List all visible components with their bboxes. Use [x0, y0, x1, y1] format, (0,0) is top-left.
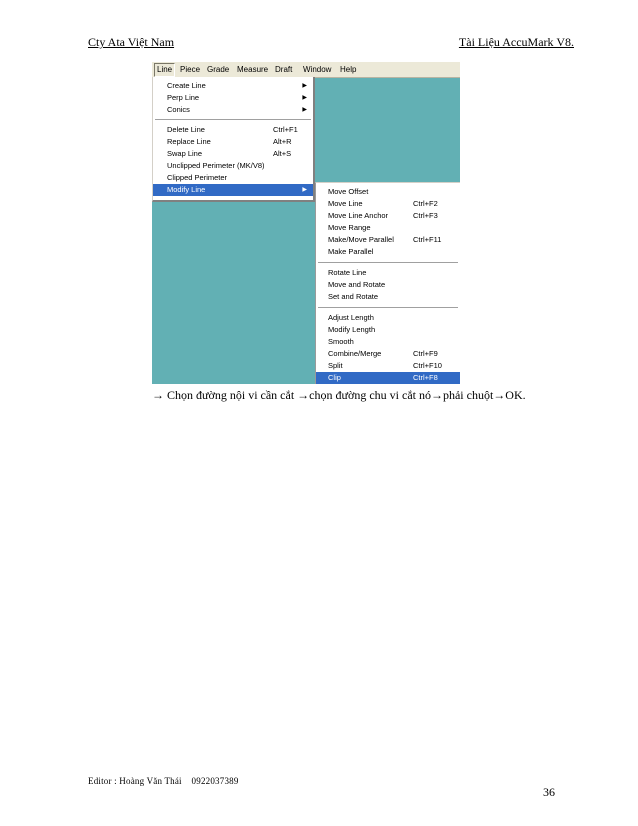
menu-item-conics[interactable] [153, 104, 313, 116]
header-company: Cty Ata Việt Nam [88, 35, 175, 49]
menu-line[interactable]: Line [154, 63, 175, 77]
menu-item-shortcut: Ctrl+F9 [413, 349, 438, 358]
menu-piece[interactable]: Piece [180, 65, 201, 74]
page-number: 36 [543, 785, 555, 799]
menu-item-label: Split [328, 361, 343, 370]
menu-item-swap-line[interactable] [153, 148, 313, 160]
line-dropdown-menu [152, 77, 315, 202]
menu-item-label: Smooth [328, 337, 354, 346]
menu-item-set-and-rotate[interactable] [316, 291, 460, 303]
menu-item-label: Move Range [328, 223, 371, 232]
menu-separator [155, 119, 311, 121]
footer-editor: Editor : Hoàng Văn Thái 0922037389 [88, 776, 239, 786]
menu-item-perp-line[interactable] [153, 92, 313, 104]
menu-draft[interactable]: Draft [275, 65, 293, 74]
menu-item-shortcut: Ctrl+F8 [413, 373, 438, 382]
menu-item-shortcut: Ctrl+F3 [413, 211, 438, 220]
menu-item-replace-line[interactable] [153, 136, 313, 148]
menu-item-label: Move Line Anchor [328, 211, 389, 220]
menu-item-label: Unclipped Perimeter (MK/V8) [167, 161, 265, 170]
menu-item-shortcut: Ctrl+F11 [413, 235, 442, 244]
menu-item-label: Rotate Line [328, 268, 367, 277]
menu-item-label: Perp Line [167, 93, 200, 102]
menu-item-split[interactable] [316, 360, 460, 372]
menu-item-modify-line[interactable] [153, 184, 313, 196]
menu-item-label: Combine/Merge [328, 349, 382, 358]
menu-item-label: Clip [328, 373, 341, 382]
menu-item-label: Make/Move Parallel [328, 235, 394, 244]
menu-item-label: Move Offset [328, 187, 369, 196]
menu-item-label: Replace Line [167, 137, 211, 146]
menu-item-rotate-line[interactable] [316, 267, 460, 279]
menu-separator [318, 262, 458, 264]
menu-item-label: Clipped Perimeter [167, 173, 228, 182]
submenu-arrow-icon: ▶ [302, 187, 307, 193]
menu-item-create-line[interactable] [153, 80, 313, 92]
menu-item-move-range[interactable] [316, 222, 460, 234]
menu-item-clip[interactable] [316, 372, 460, 384]
menu-item-unclipped-perimeter[interactable] [153, 160, 313, 172]
menu-measure[interactable]: Measure [237, 65, 269, 74]
menu-item-label: Adjust Length [328, 313, 374, 322]
menu-item-shortcut: Alt+S [273, 149, 292, 158]
menu-item-shortcut: Ctrl+F1 [273, 125, 298, 134]
menu-bar [152, 62, 460, 78]
menu-item-make-move-parallel[interactable] [316, 234, 460, 246]
menu-item-label: Delete Line [167, 125, 205, 134]
menu-item-clipped-perimeter[interactable] [153, 172, 313, 184]
menu-item-shortcut: Ctrl+F2 [413, 199, 438, 208]
menu-item-label: Modify Length [328, 325, 376, 334]
accumark-screenshot [152, 62, 460, 384]
header-document-title: Tài Liệu AccuMark V8. [458, 35, 574, 49]
menu-item-label: Modify Line [167, 185, 206, 194]
submenu-arrow-icon: ▶ [302, 83, 307, 89]
menu-item-smooth[interactable] [316, 336, 460, 348]
menu-window[interactable]: Window [303, 65, 332, 74]
menu-item-move-line-anchor[interactable] [316, 210, 460, 222]
menu-grade[interactable]: Grade [207, 65, 230, 74]
menu-item-move-line[interactable] [316, 198, 460, 210]
instruction-text: → Chọn đường nội vi cần cắt →chọn đường chu vi cắt nó→phải chuột→OK. [152, 388, 526, 402]
menu-item-label: Conics [167, 105, 190, 114]
menu-item-label: Move and Rotate [328, 280, 386, 289]
menu-help[interactable]: Help [340, 65, 357, 74]
menu-item-move-and-rotate[interactable] [316, 279, 460, 291]
submenu-arrow-icon: ▶ [302, 95, 307, 101]
menu-item-label: Create Line [167, 81, 206, 90]
menu-item-adjust-length[interactable] [316, 312, 460, 324]
menu-item-label: Swap Line [167, 149, 203, 158]
menu-item-modify-length[interactable] [316, 324, 460, 336]
menu-item-label: Set and Rotate [328, 292, 379, 301]
menu-item-delete-line[interactable] [153, 124, 313, 136]
submenu-arrow-icon: ▶ [302, 107, 307, 113]
menu-item-shortcut: Alt+R [273, 137, 292, 146]
menu-item-make-parallel[interactable] [316, 246, 460, 258]
menu-item-combine-merge[interactable] [316, 348, 460, 360]
menu-separator [318, 307, 458, 309]
menu-item-shortcut: Ctrl+F10 [413, 361, 442, 370]
modify-line-submenu [315, 182, 460, 384]
menu-item-move-offset[interactable] [316, 186, 460, 198]
menu-item-label: Make Parallel [328, 247, 374, 256]
menu-item-label: Move Line [328, 199, 363, 208]
